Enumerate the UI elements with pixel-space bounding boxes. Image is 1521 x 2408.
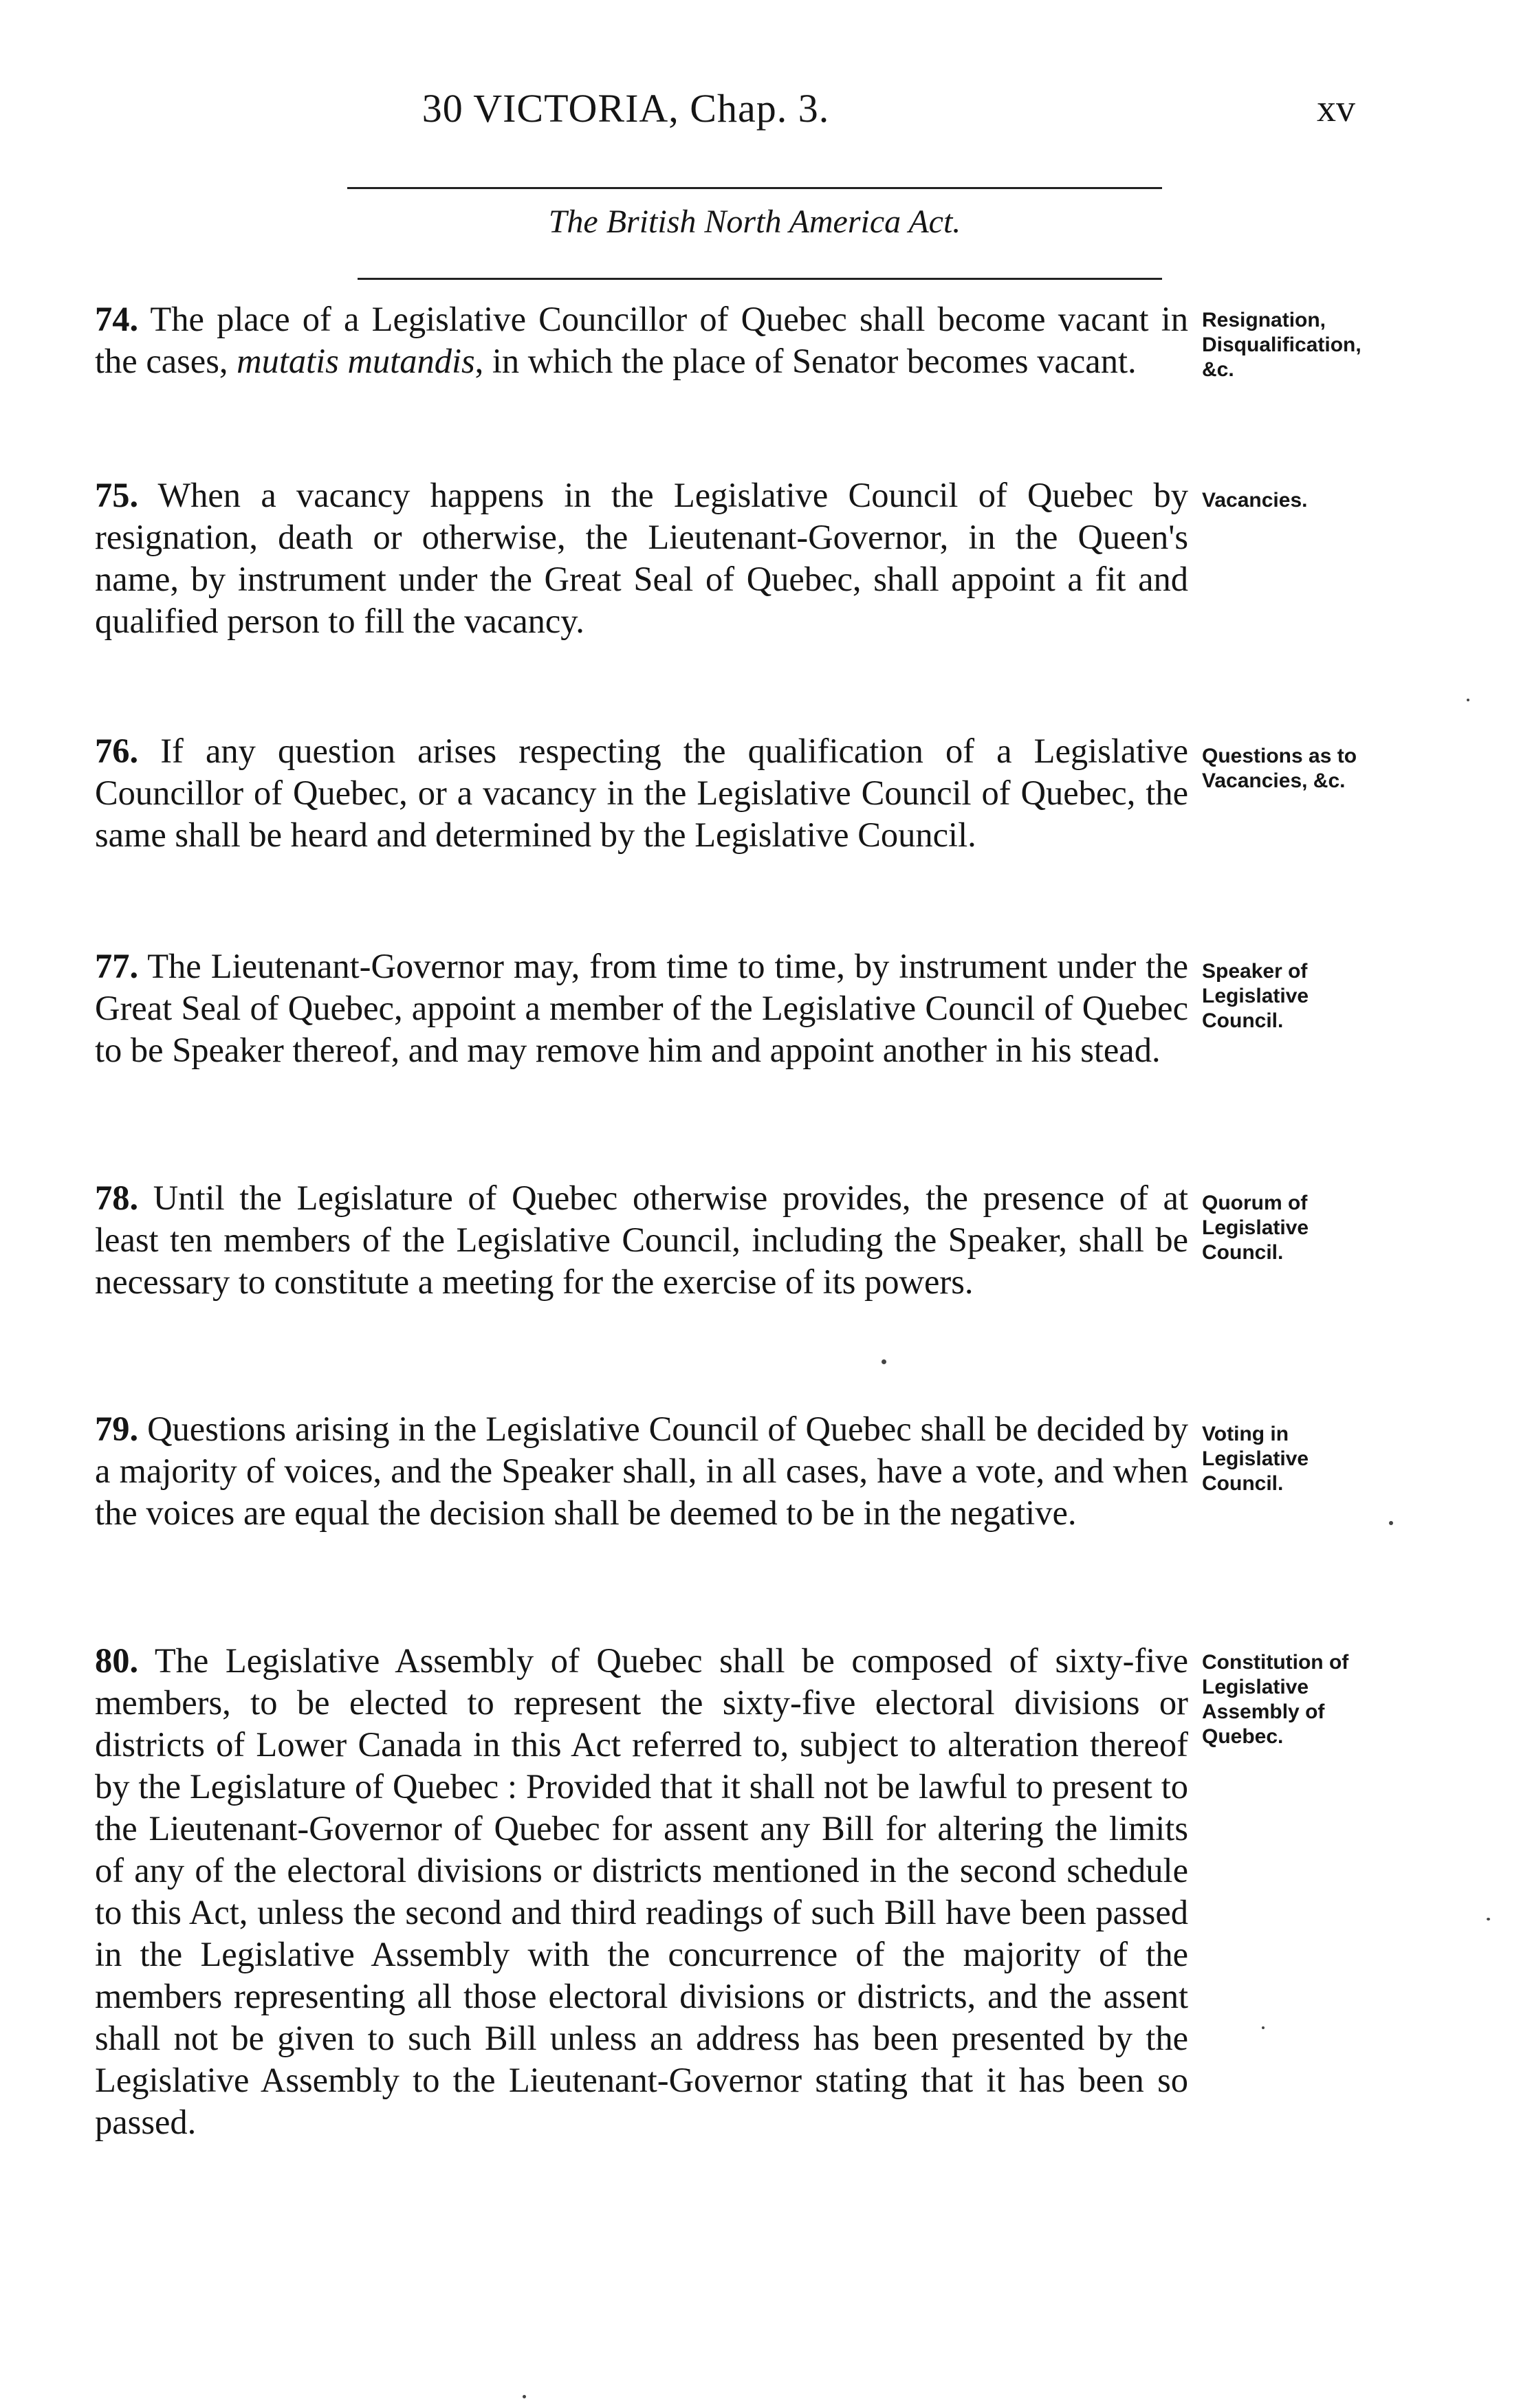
- section-75-number: 75.: [95, 476, 139, 514]
- section-79-number: 79.: [95, 1410, 139, 1448]
- section-74-number: 74.: [95, 300, 139, 338]
- margin-note-74: Resignation, Disqualification, &c.: [1202, 309, 1361, 381]
- section-74-text: 74. The place of a Legislative Councillor of Quebec shall become vacant in the cases, mutatis mutandis, in which the place of Senator becomes vacant.: [95, 300, 1188, 380]
- running-title: 30 VICTORIA, Chap. 3.: [422, 86, 830, 131]
- section-75-text: When a vacancy happens in the Legislative Council of Quebec by resignation, death or otherwise, the Lieutenant-Governor, in the Queen's name, by instrument under the Great Seal of Quebec, shall appoint a fit and qualified person to fill the vacancy.: [95, 476, 1188, 640]
- section-77: [95, 945, 1188, 1071]
- section-75: [95, 474, 1188, 642]
- section-78-number: 78.: [95, 1179, 139, 1217]
- section-77-number: 77.: [95, 947, 139, 985]
- scan-speck: [1389, 1521, 1393, 1525]
- header-rule-top: [347, 187, 1162, 189]
- margin-note-78: Quorum of Legislative Council.: [1202, 1192, 1309, 1264]
- scan-speck: [1262, 2026, 1265, 2029]
- act-title: The British North America Act.: [548, 204, 961, 240]
- margin-note-76: Questions as to Vacancies, &c.: [1202, 745, 1357, 792]
- section-80-number: 80.: [95, 1641, 139, 1680]
- running-head: [0, 81, 1521, 136]
- section-80-text: The Legislative Assembly of Quebec shall be composed of sixty-five members, to be elected to represent the sixty-five electoral divisions or districts of Lower Canada in this Act referred to, subject to alteration thereof by the Legislature of Quebec : Provided that it shall not be lawful to present to the Lieutenant-Governor of Quebec for assent any Bill for altering the limits of any of the electoral divisions or districts mentioned in the second schedule to this Act, unless the second and third readings of such Bill have been passed in the Legislative Assembly with the concurrence of the majority of the members representing all those electoral divisions or districts, and the assent shall not be given to such Bill unless an address has been presented by the Legislative Assembly to the Lieutenant-Governor stating that it has been so passed.: [95, 1641, 1188, 2141]
- margin-note-77: Speaker of Legislative Council.: [1202, 960, 1309, 1032]
- page-number: xv: [1317, 87, 1355, 130]
- section-74: [95, 298, 1188, 382]
- section-80: [95, 1640, 1188, 2143]
- header-rule-bottom: [358, 278, 1162, 280]
- scan-speck: [882, 1359, 886, 1364]
- margin-note-75: Vacancies.: [1202, 489, 1308, 512]
- section-78-text: Until the Legislature of Quebec otherwise provides, the presence of at least ten members of the Legislative Council, including the Speaker, shall be necessary to constitute a meeting for the exercise of its powers.: [95, 1179, 1188, 1301]
- scan-speck: [1487, 1918, 1490, 1920]
- latin-phrase: mutatis mutandis: [237, 342, 475, 380]
- margin-note-80: Constitution of Legislative Assembly of Quebec.: [1202, 1651, 1349, 1748]
- section-79: [95, 1408, 1188, 1534]
- section-79-text: Questions arising in the Legislative Council of Quebec shall be decided by a majority of voices, and the Speaker shall, in all cases, have a vote, and when the voices are equal the decision shall be deemed to be in the negative.: [95, 1410, 1188, 1532]
- scan-speck: [1467, 699, 1469, 701]
- section-76-number: 76.: [95, 732, 139, 770]
- section-76: [95, 730, 1188, 856]
- margin-note-79: Voting in Legislative Council.: [1202, 1423, 1309, 1495]
- section-78: [95, 1177, 1188, 1303]
- scan-speck: [523, 2395, 526, 2398]
- section-76-text: If any question arises respecting the qualification of a Legislative Councillor of Quebec, or a vacancy in the Legislative Council of Quebec, the same shall be heard and determined by the Legislative Council.: [95, 732, 1188, 854]
- section-77-text: The Lieutenant-Governor may, from time to time, by instrument under the Great Seal of Quebec, appoint a member of the Legislative Council of Quebec to be Speaker thereof, and may remove him and appoint another in his stead.: [95, 947, 1188, 1069]
